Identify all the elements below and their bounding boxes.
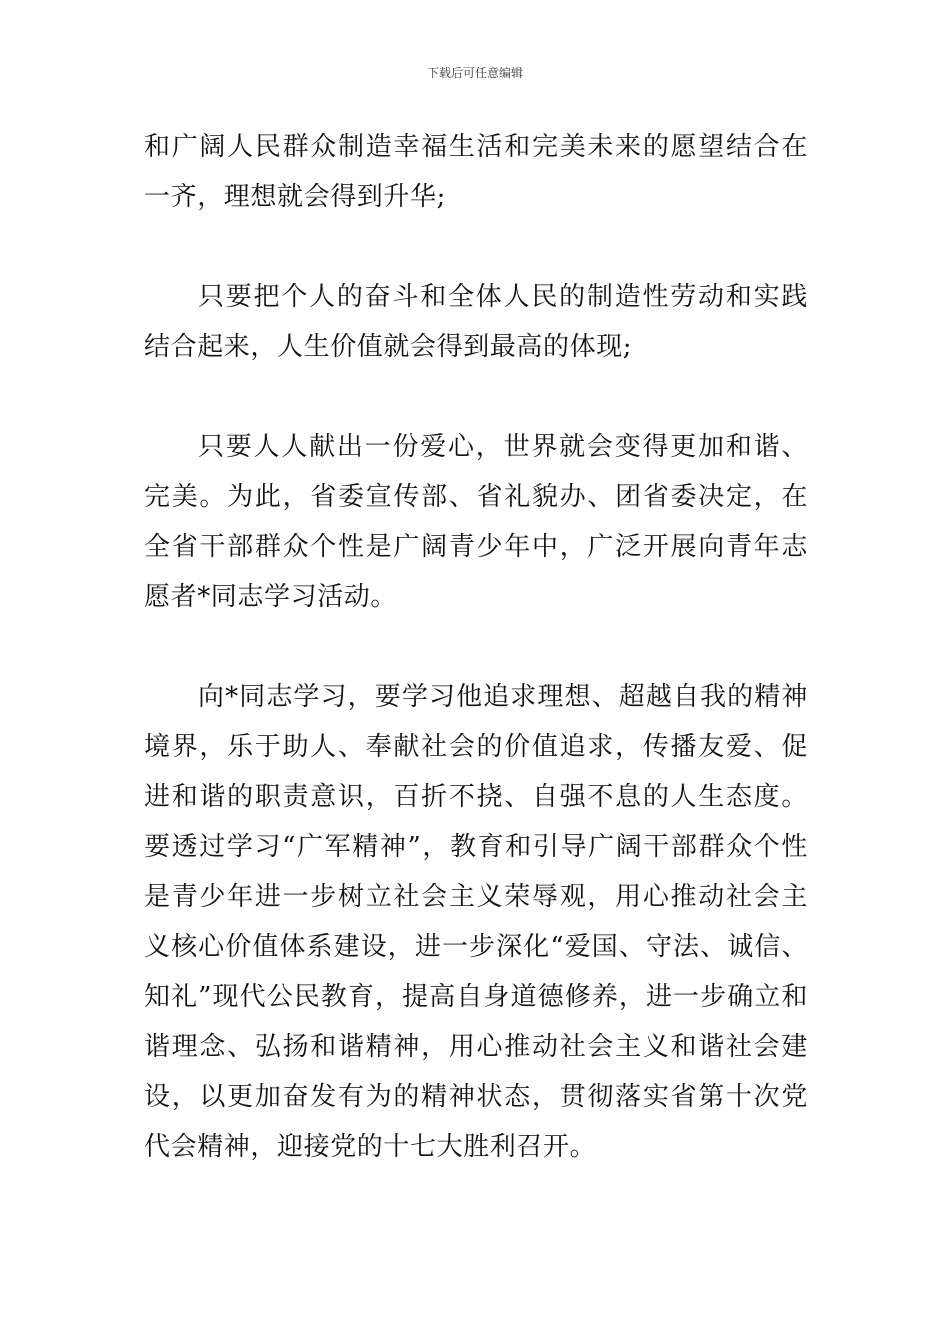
- paragraph-4: 向*同志学习，要学习他追求理想、超越自我的精神境界，乐于助人、奉献社会的价值追求，传播友爱、促进和谐的职责意识，百折不挠、自强不息的人生态度。要透过学习“广军精神”，教育和引导广阔干部群众个性是青少年进一步树立社会主义荣辱观，用心推动社会主义核心价值体系建设，进一步深化“爱国、守法、诚信、知礼”现代公民教育，提高自身道德修养，进一步确立和谐理念、弘扬和谐精神，用心推动社会主义和谐社会建设，以更加奋发有为的精神状态，贯彻落实省第十次党代会精神，迎接党的十七大胜利召开。: [144, 682, 808, 1162]
- document-body: [144, 122, 808, 1172]
- page-header: 下载后可任意编辑: [426, 66, 523, 80]
- paragraph-2: 只要把个人的奋斗和全体人民的制造性劳动和实践结合起来，人生价值就会得到最高的体现;: [144, 282, 808, 362]
- paragraph-3: 只要人人献出一份爱心，世界就会变得更加和谐、完美。为此，省委宣传部、省礼貌办、团省委决定，在全省干部群众个性是广阔青少年中，广泛开展向青年志愿者*同志学习活动。: [144, 432, 808, 612]
- paragraph-1: 和广阔人民群众制造幸福生活和完美未来的愿望结合在一齐，理想就会得到升华;: [144, 132, 808, 212]
